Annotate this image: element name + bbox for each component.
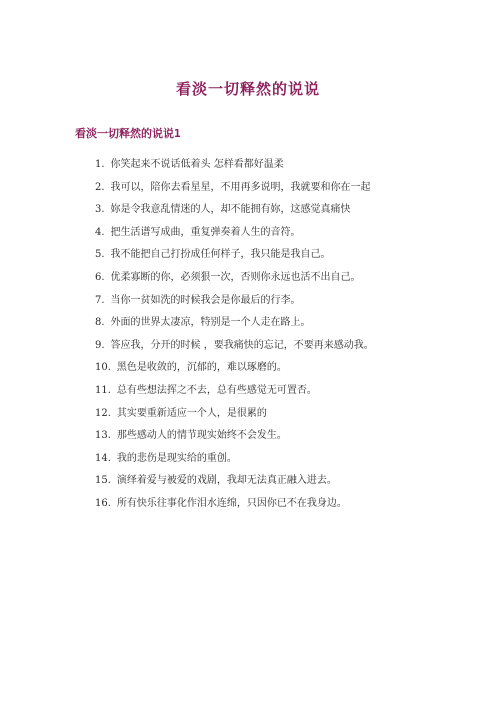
- list-item-number: 12.: [95, 407, 111, 419]
- list-item: [95, 271, 374, 294]
- section-heading: 看淡一切释然的说说1: [75, 127, 181, 140]
- list-item: [95, 384, 374, 407]
- list-item-text: 演绎着爱与被爱的戏剧，我却无法真正融入进去。: [116, 475, 337, 487]
- list-item-text: 答应我，分开的时候 ，要我痛快的忘记，不要再来感动我。: [110, 339, 374, 351]
- list-item: [95, 339, 374, 362]
- list-item: [95, 452, 374, 475]
- list-item: [95, 181, 374, 204]
- list-item-number: 3.: [95, 204, 105, 216]
- list-item: [95, 226, 374, 249]
- list-item-text: 我可以，陪你去看星星，不用再多说明，我就要和你在一起: [110, 181, 371, 193]
- list-item-number: 7.: [95, 294, 105, 306]
- list-item: [95, 361, 374, 384]
- list-item-number: 16.: [95, 497, 111, 509]
- list-item-text: 所有快乐往事化作泪水连绵，只因你已不在我身边。: [116, 497, 347, 509]
- list-item: [95, 497, 374, 520]
- list-item: [95, 429, 374, 452]
- list-item-number: 6.: [95, 271, 105, 283]
- list-item-number: 15.: [95, 475, 111, 487]
- list-item-number: 9.: [95, 339, 105, 351]
- list-item-text: 黑色是收敛的，沉郁的，难以琢磨的。: [116, 362, 287, 374]
- list-item: [95, 294, 374, 317]
- list-item-text: 你笑起来不说话低着头 怎样看都好温柔: [110, 159, 284, 170]
- list-item-number: 10.: [95, 362, 111, 374]
- document-title: 看淡一切释然的说说: [175, 80, 320, 98]
- list-item-number: 4.: [95, 226, 105, 238]
- quote-list: [95, 158, 374, 520]
- list-item-text: 我的悲伤是现实给的重创。: [116, 452, 237, 464]
- list-item: [95, 248, 374, 271]
- list-item-number: 13.: [95, 430, 111, 442]
- list-item-text: 外面的世界太凄凉，特别是一个人走在路上。: [110, 317, 311, 329]
- list-item-text: 妳是令我意乱情迷的人，却不能拥有妳，这感觉真痛快: [110, 204, 351, 216]
- list-item-text: 把生活谱写成曲，重复弹奏着人生的音符。: [110, 226, 301, 238]
- list-item: [95, 203, 374, 226]
- list-item-number: 1.: [95, 159, 105, 170]
- list-item-text: 当你一贫如洗的时候我会是你最后的行李。: [110, 294, 301, 306]
- list-item-number: 5.: [95, 249, 105, 261]
- list-item-number: 8.: [95, 317, 105, 329]
- list-item-number: 2.: [95, 181, 105, 193]
- list-item-text: 我不能把自己打扮成任何样子，我只能是我自己。: [110, 249, 331, 261]
- list-item: [95, 407, 374, 430]
- list-item-number: 14.: [95, 452, 111, 464]
- list-item-text: 那些感动人的情节现实始终不会发生。: [116, 430, 287, 442]
- list-item: [95, 158, 374, 181]
- list-item: [95, 316, 374, 339]
- list-item-text: 总有些想法挥之不去，总有些感觉无可置否。: [116, 384, 317, 396]
- list-item: [95, 474, 374, 497]
- list-item-text: 其实要重新适应一个人，是很累的: [116, 407, 267, 419]
- list-item-text: 优柔寡断的你，必须狠一次，否则你永远也活不出自己。: [110, 271, 361, 283]
- list-item-number: 11.: [95, 384, 111, 396]
